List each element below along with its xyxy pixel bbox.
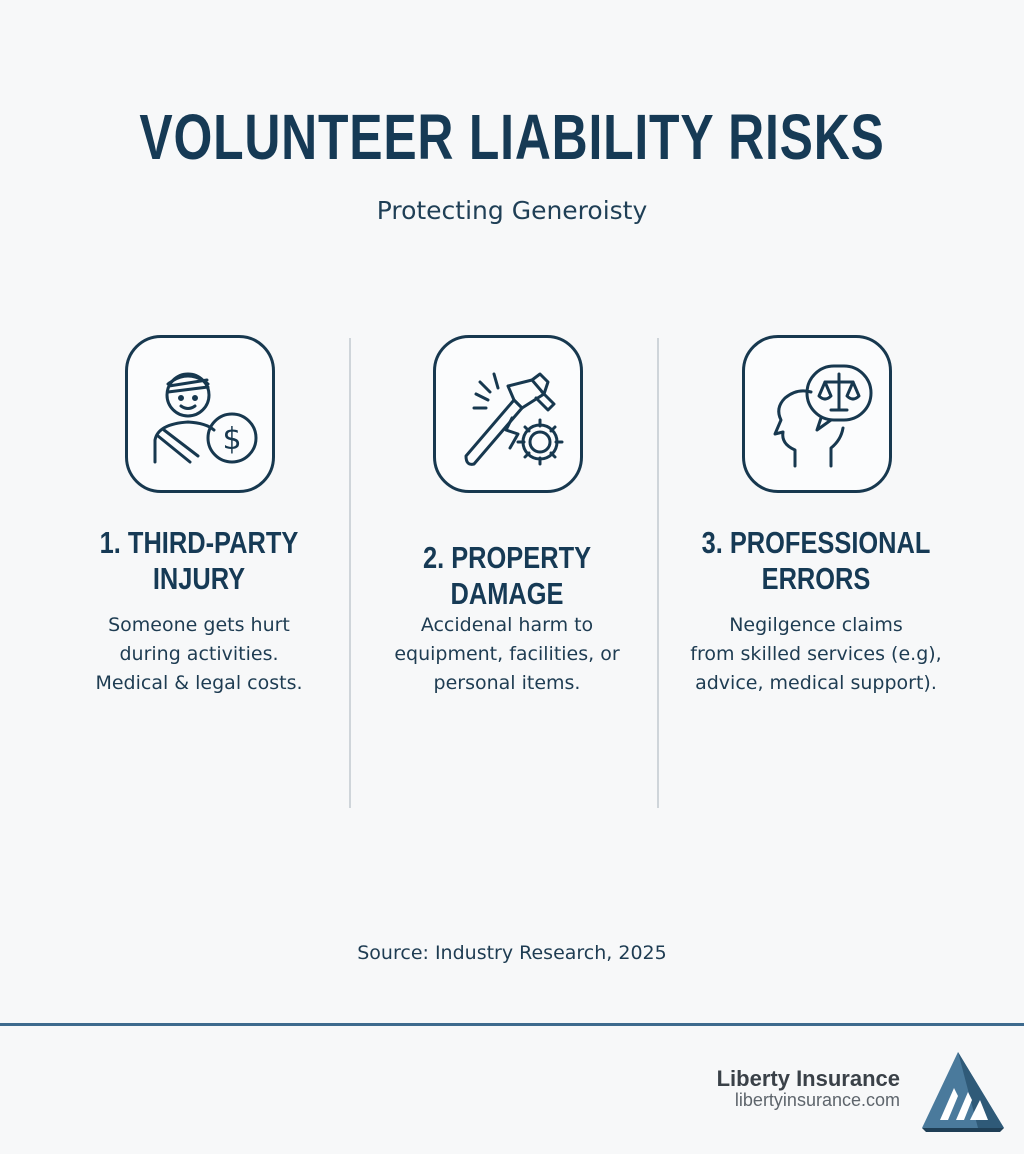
hammer-gear-icon [433,335,583,493]
risk-description-line: equipment, facilities, or [394,643,620,665]
risk-title-line: 2. PROPERTY DAMAGE [422,540,592,611]
risk-description-line: during activities. [119,643,279,665]
head-scales-icon [742,335,892,493]
column-divider [349,338,351,808]
risk-description-line: Negilgence claims [729,614,903,636]
column-divider [657,338,659,808]
risk-title-line: INJURY [152,561,246,596]
triangle-logo-icon [918,1052,1004,1132]
risk-description-line: Accidenal harm to [420,614,594,636]
risk-description-line: Medical & legal costs. [95,672,303,694]
source-note: Source: Industry Research, 2025 [357,942,667,964]
footer-divider [0,1023,1024,1026]
risk-title-line: 3. PROFESSIONAL [701,525,931,560]
page-title: VOLUNTEER LIABILITY RISKS [139,101,885,173]
risk-description-line: from skilled services (e.g), [690,643,942,665]
risk-description-line: personal items. [433,672,581,694]
page-subtitle: Protecting Generoisty [376,196,648,225]
brand-url: libertyinsurance.com [734,1090,900,1110]
risk-title-line: ERRORS [761,561,871,596]
risk-description-line: Someone gets hurt [108,614,290,636]
injured-person-dollar-icon [125,335,275,493]
risk-description-line: advice, medical support). [695,672,937,694]
svg-text:$: $ [222,422,242,457]
brand-name: Liberty Insurance [716,1066,900,1091]
risk-title-line: 1. THIRD-PARTY [99,525,299,560]
